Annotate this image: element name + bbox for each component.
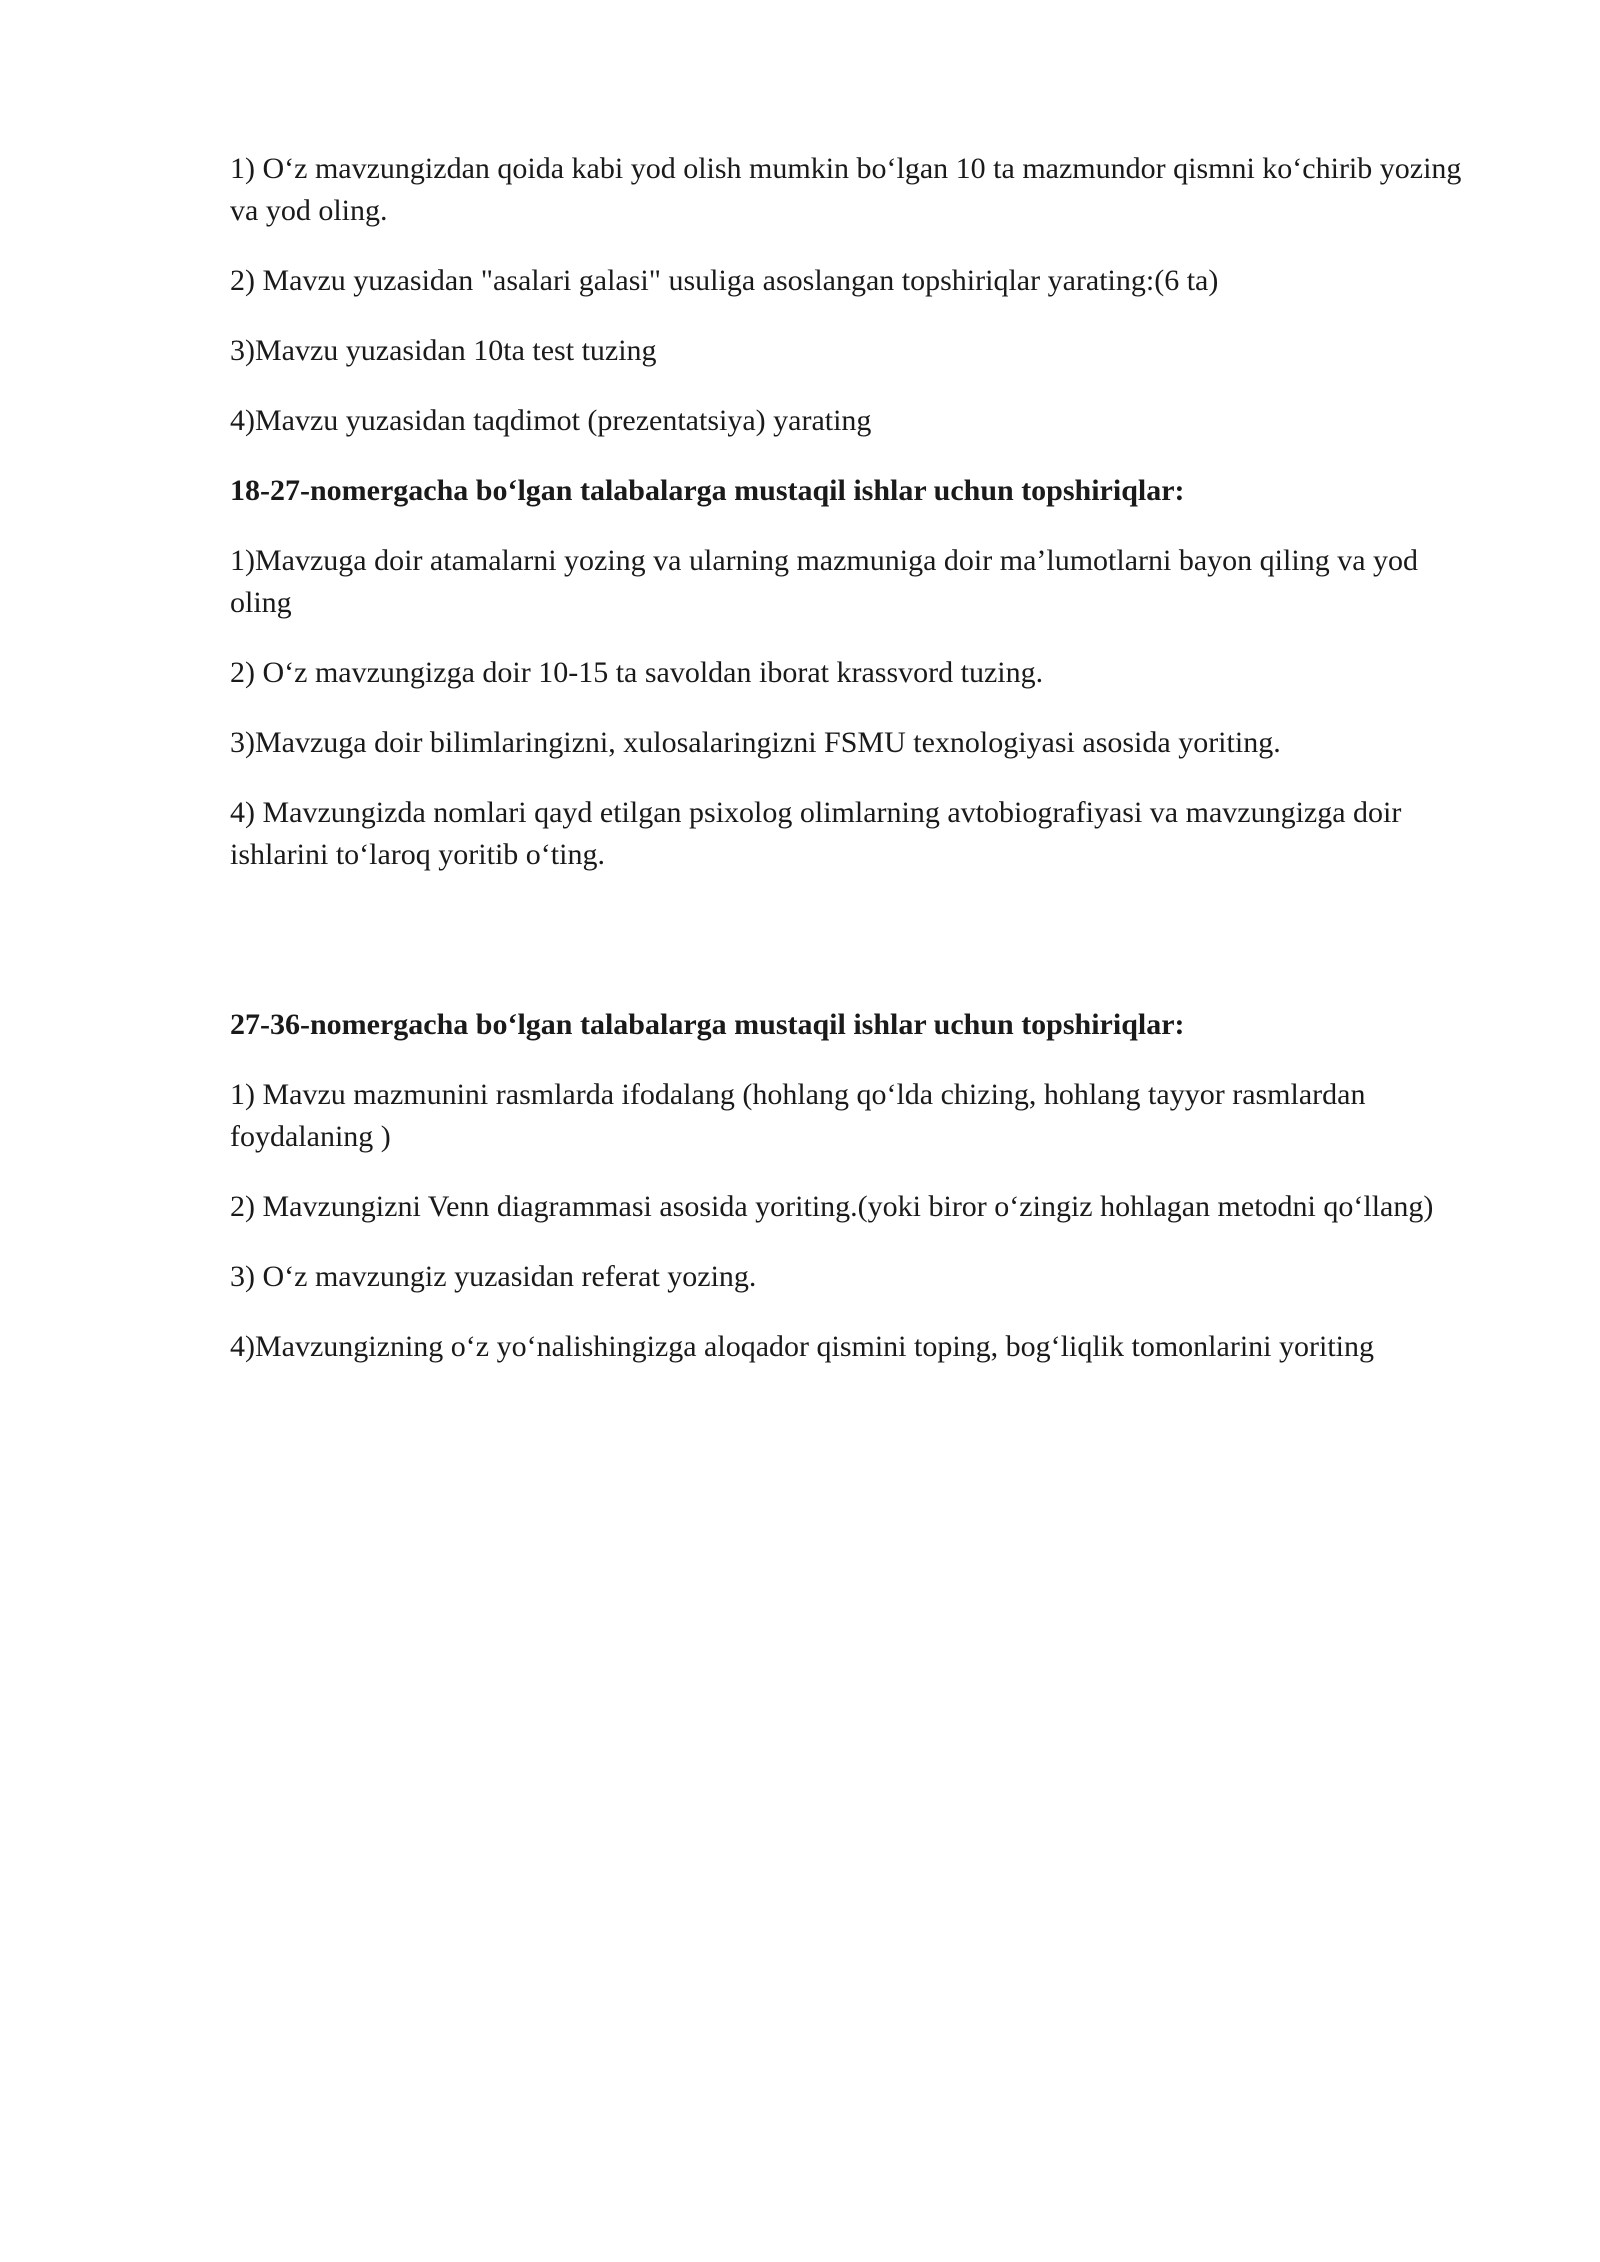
section-spacer — [230, 904, 1480, 1004]
task-item: 1) Mavzu mazmunini rasmlarda ifodalang (hohlang qo‘lda chizing, hohlang tayyor rasmlardan foydalaning ) — [230, 1078, 1366, 1153]
task-item: 1)Mavzuga doir atamalarni yozing va ularning mazmuniga doir ma’lumotlarni bayon qiling va yod oling — [230, 544, 1419, 619]
task-item: 4)Mavzu yuzasidan taqdimot (prezentatsiya) yarating — [230, 404, 872, 437]
task-item: 3) O‘z mavzungiz yuzasidan referat yozing. — [230, 1260, 757, 1293]
task-item: 2) Mavzu yuzasidan "asalari galasi" usuliga asoslangan topshiriqlar yarating:(6 ta) — [230, 264, 1219, 297]
section-heading: 27-36-nomergacha bo‘lgan talabalarga mustaqil ishlar uchun topshiriqlar: — [230, 1008, 1185, 1041]
task-item: 2) Mavzungizni Venn diagrammasi asosida yoriting.(yoki biror o‘zingiz hohlagan metodni qo‘llang) — [230, 1190, 1434, 1223]
task-item: 4) Mavzungizda nomlari qayd etilgan psixolog olimlarning avtobiografiyasi va mavzungizga doir ishlarini to‘laroq yoritib o‘ting. — [230, 796, 1402, 871]
document-content — [230, 148, 1480, 1396]
section-heading: 18-27-nomergacha bo‘lgan talabalarga mustaqil ishlar uchun topshiriqlar: — [230, 474, 1185, 507]
task-item: 4)Mavzungizning o‘z yo‘nalishingizga aloqador qismini toping, bog‘liqlik tomonlarini yoriting — [230, 1330, 1374, 1363]
task-item: 1) O‘z mavzungizdan qoida kabi yod olish mumkin bo‘lgan 10 ta mazmundor qismni ko‘chirib yozing va yod oling. — [230, 152, 1462, 227]
task-item: 2) O‘z mavzungizga doir 10-15 ta savoldan iborat krassvord tuzing. — [230, 656, 1044, 689]
task-item: 3)Mavzu yuzasidan 10ta test tuzing — [230, 334, 657, 367]
task-item: 3)Mavzuga doir bilimlaringizni, xulosalaringizni FSMU texnologiyasi asosida yoriting. — [230, 726, 1281, 759]
